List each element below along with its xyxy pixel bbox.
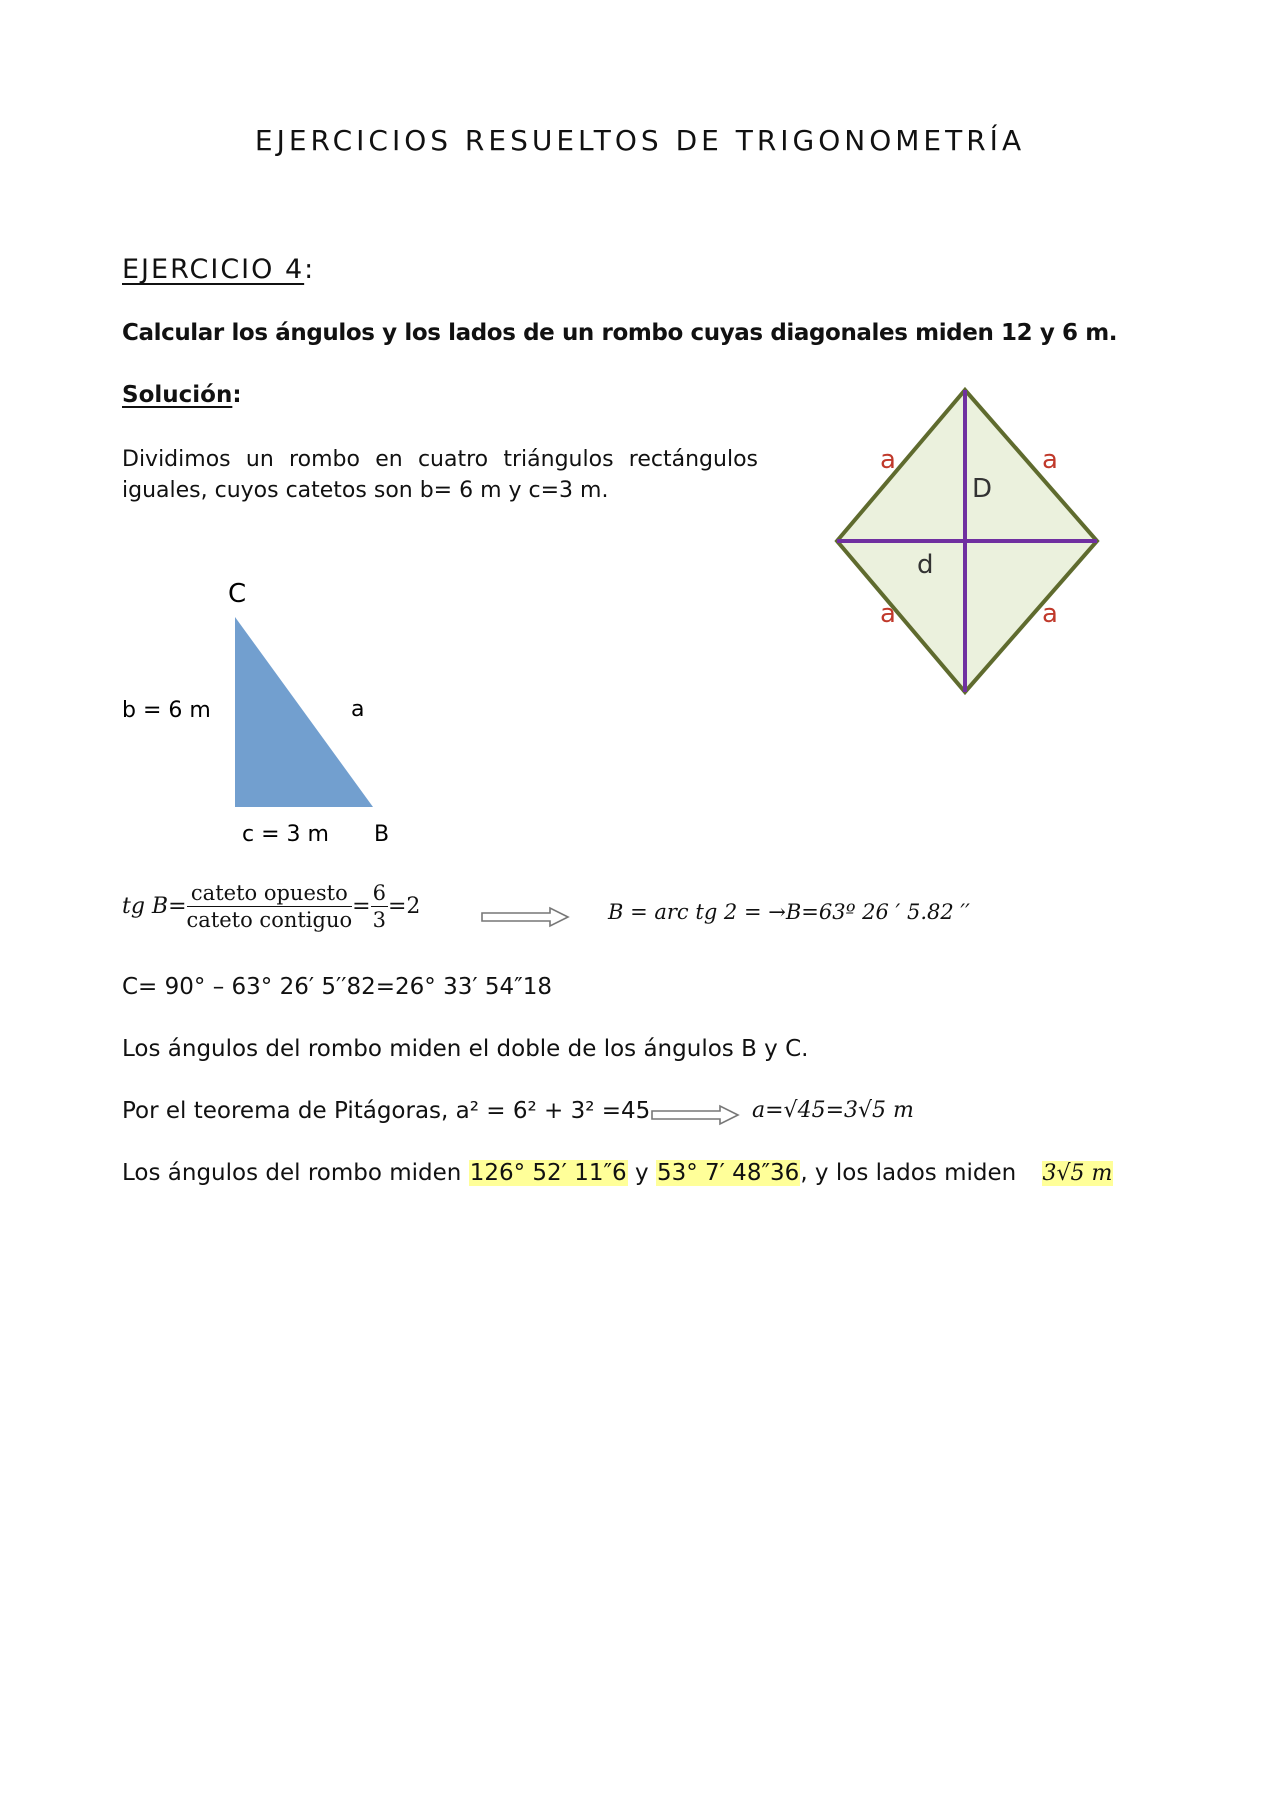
tangent-equals: = (352, 894, 371, 919)
ratio-denominator: 3 (372, 908, 386, 932)
right-triangle-figure (110, 560, 410, 850)
side-b-label: b = 6 m (122, 698, 211, 723)
side-length-highlight: 3√5 m (1042, 1161, 1113, 1186)
exercise-colon: : (304, 254, 316, 285)
vertex-c-label: C (228, 579, 247, 609)
tangent-result: =2 (387, 894, 421, 919)
side-a-label: a (351, 697, 365, 722)
tangent-numerator: cateto opuesto (187, 880, 353, 907)
tangent-denominator: cateto contiguo (186, 908, 353, 932)
solution-colon: : (232, 382, 242, 408)
ratio-numerator: 6 (372, 881, 386, 905)
side-a-top-left: a (880, 445, 896, 475)
implies-arrow-icon (480, 906, 572, 928)
side-a-bottom-right: a (1042, 599, 1058, 629)
exercise-heading (122, 254, 315, 285)
exercise-label: EJERCICIO 4 (122, 254, 305, 285)
side-a-bottom-left: a (880, 599, 896, 629)
pythagoras-text: Por el teorema de Pitágoras, a² = 6² + 3² =45 (122, 1098, 651, 1124)
tangent-formula (122, 880, 420, 933)
conclusion-prefix: Los ángulos del rombo miden (122, 1160, 469, 1186)
pythagoras-arrow-icon (650, 1104, 742, 1126)
side-c-label: c = 3 m (242, 822, 329, 847)
page-title: EJERCICIOS RESUELTOS DE TRIGONOMETRÍA (254, 124, 1026, 157)
arc-tangent-result: B = arc tg 2 = →B=63º 26 ′ 5.82 ′′ (608, 900, 970, 924)
tangent-fraction (187, 880, 353, 933)
diagonal-minor-label: d (917, 550, 934, 580)
conclusion-y: y (627, 1160, 656, 1186)
tangent-lhs: tg B= (122, 894, 187, 919)
pythagoras-result: a=√45=3√5 m (752, 1098, 914, 1123)
angle-2-highlight: 53° 7′ 48″36 (656, 1160, 800, 1186)
solution-label: Solución (122, 382, 233, 408)
angle-1-highlight: 126° 52′ 11″6 (469, 1160, 627, 1186)
intro-paragraph: Dividimos un rombo en cuatro triángulos rectángulos iguales, cuyos catetos son b= 6 m y c=3 m. (122, 447, 758, 503)
diagonal-major-label: D (972, 474, 993, 504)
angle-c-calculation: C= 90° – 63° 26′ 5′′82=26° 33′ 54″18 (122, 974, 553, 1000)
conclusion-middle: , y los lados miden (800, 1160, 1024, 1186)
ratio-fraction (371, 880, 388, 933)
rhombus-angles-text: Los ángulos del rombo miden el doble de los ángulos B y C. (122, 1036, 809, 1062)
solution-heading (122, 382, 242, 408)
conclusion (122, 1160, 1113, 1186)
vertex-b-label: B (374, 822, 390, 847)
rhombus-figure (830, 385, 1110, 705)
side-a-top-right: a (1042, 445, 1058, 475)
exercise-statement: Calcular los ángulos y los lados de un rombo cuyas diagonales miden 12 y 6 m. (122, 320, 1118, 346)
